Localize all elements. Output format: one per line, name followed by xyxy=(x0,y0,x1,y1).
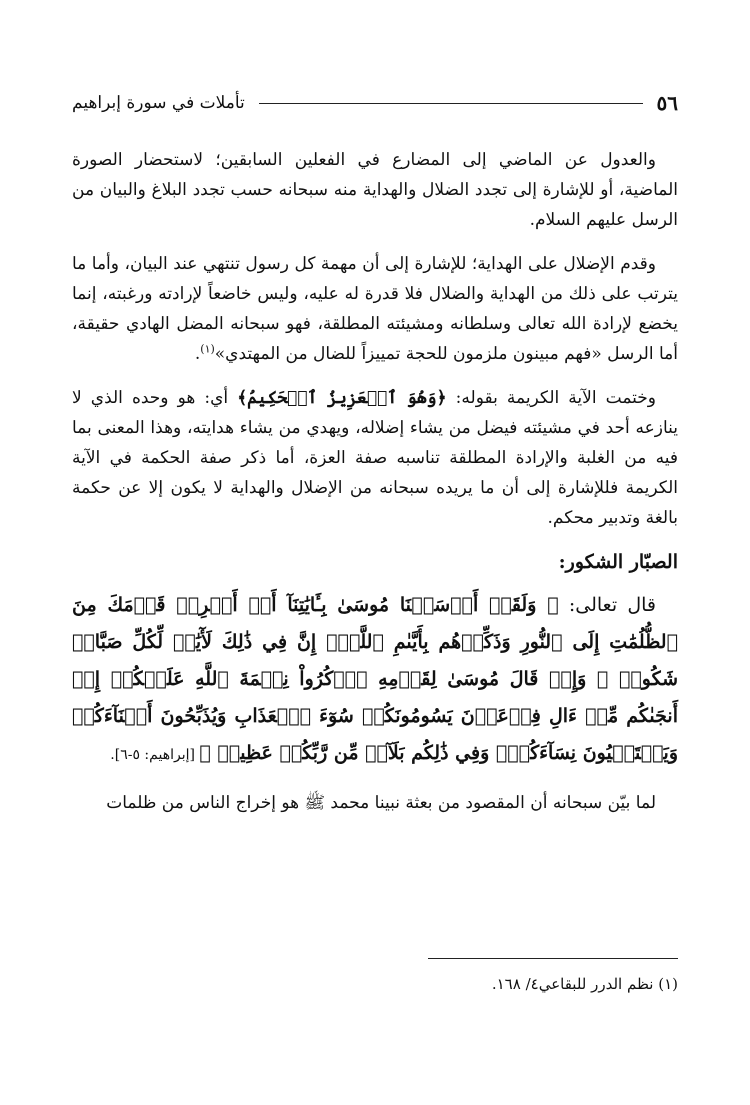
page-number: ٥٦ xyxy=(656,91,678,115)
main-text xyxy=(72,145,678,832)
quran-verse-block xyxy=(72,587,678,774)
paragraph-text: وقدم الإضلال على الهداية؛ للإشارة إلى أن مهمة كل رسول تنتهي عند البيان، وأما ما يترتب على ذلك من الهداية والضلال فلا قدرة له عليه، وليس خاضعاً لإرادته ورغبته، إنما يخضع لإرادة الله تعالى وسلطانه ومشيئته المطلقة، فهو سبحانه المضل الهادي حقيقة، أما الرسل «فهم مبينون ملزمون للحجة تمييزاً للضال من المهتدي» xyxy=(72,254,678,364)
running-header xyxy=(72,88,678,118)
footnote-ref[interactable]: (١) xyxy=(200,342,215,356)
verse-citation: [إبراهيم: ٥-٦]. xyxy=(110,747,200,763)
footnote: (١) نظم الدرر للبقاعي٤/ ١٦٨. xyxy=(491,975,678,993)
paragraph-misguidance-first xyxy=(72,249,678,369)
paragraph-text: وختمت الآية الكريمة بقوله: xyxy=(446,388,656,408)
header-rule xyxy=(259,103,643,104)
paragraph-closing: لما بيّن سبحانه أن المقصود من بعثة نبينا محمد ﷺ هو إخراج الناس من ظلمات xyxy=(106,793,656,813)
paragraph-tense-shift: والعدول عن الماضي إلى المضارع في الفعلين السابقين؛ لاستحضار الصورة الماضية، أو للإشارة إلى تجدد الضلال والهداية منه سبحانه حسب تجدد البلاغ والبيان من الرسل عليهم السلام. xyxy=(72,150,678,230)
verse-intro: قال تعالى: xyxy=(558,594,657,616)
section-heading: الصبّار الشكور: xyxy=(558,551,678,573)
quran-verse-inline: ﴿وَهُوَ ٱلۡعَزِيزُ ٱلۡحَكِيمُ﴾ xyxy=(237,388,447,408)
paragraph-text: أي: هو وحده الذي لا ينازعه أحد في مشيئته فيضل من يشاء إضلاله، ويهدي من يشاء هدايته، وهذا المعنى بما فيه من الغلبة والإرادة المطلقة تناسبه صفة العزة، أما ذكر صفة الحكمة في الآية الكريمة فللإشارة إلى أن ما يريده سبحانه من الإضلال والهداية لا يكون إلا عن حكمة بالغة وتدبير محكم. xyxy=(72,388,678,528)
footnote-rule xyxy=(428,958,678,959)
paragraph-verse-ending xyxy=(72,383,678,533)
paragraph-end: . xyxy=(194,344,201,364)
book-title: تأملات في سورة إبراهيم xyxy=(72,93,245,113)
quran-verse-text: ﴿ وَلَقَدۡ أَرۡسَلۡنَا مُوسَىٰ بِـَٔايَٰتِنَآ أَنۡ أَخۡرِجۡ قَوۡمَكَ مِنَ ٱلظُّلُمَٰتِ إِلَى ٱلنُّورِ وَذَكِّرۡهُم بِأَيَّىٰمِ ٱللَّهِۚ إِنَّ فِي ذَٰلِكَ لَأٓيَٰتٖ لِّكُلِّ صَبَّارٖ شَكُورٖ ۞ وَإِذۡ قَالَ مُوسَىٰ لِقَوۡمِهِ ٱذۡكُرُواْ نِعۡمَةَ ٱللَّهِ عَلَيۡكُمۡ إِذۡ أَنجَىٰكُم مِّنۡ ءَالِ فِرۡعَوۡنَ يَسُومُونَكُمۡ سُوٓءَ ٱلۡعَذَابِ وَيُذَبِّحُونَ أَبۡنَآءَكُمۡ وَيَسۡتَحۡيُونَ نِسَآءَكُمۡۚ وَفِي ذَٰلِكُم بَلَآءٞ مِّن رَّبِّكُمۡ عَظِيمٞ ﴾ xyxy=(72,594,678,764)
